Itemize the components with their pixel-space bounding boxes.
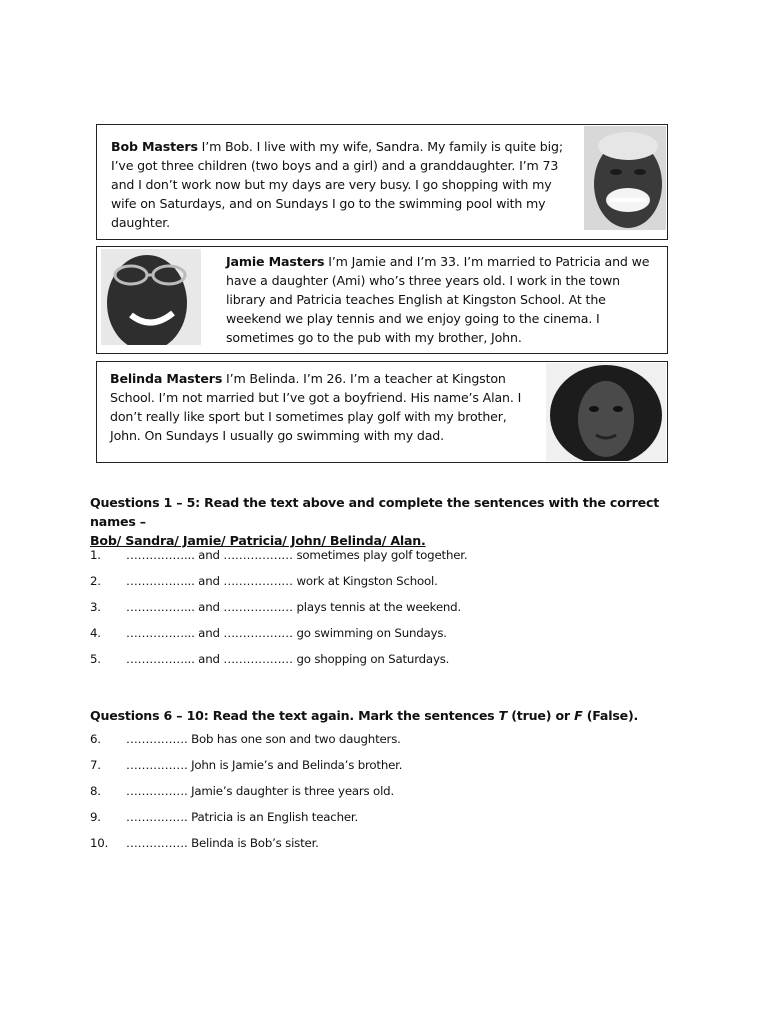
profile-box-bob (96, 124, 668, 240)
profile-name: Belinda Masters (110, 371, 223, 386)
questions-6-10-heading: Questions 6 – 10: Read the text again. Mark the sentences T (true) or F (False). (90, 708, 639, 723)
profile-text-jamie: Jamie Masters I’m Jamie and I’m 33. I’m married to Patricia and we have a daughter (Ami) who’s three years old. I work in the town library and Patricia teaches English at Kingston School. At the weekend we play tennis and we enjoy going to the cinema. I sometimes go to the pub with my brother, John. (226, 254, 650, 345)
profile-box-belinda (96, 361, 668, 463)
elderly-man-photo (584, 126, 666, 230)
questions-1-5-heading: Questions 1 – 5: Read the text above and complete the sentences with the correct names – Bob/ Sandra/ Jamie/ Patricia/ John/ Belinda/ Alan. (90, 493, 690, 550)
profile-text-bob: Bob Masters I’m Bob. I live with my wife, Sandra. My family is quite big; I’ve got three children (two boys and a girl) and a granddaughter. I’m 73 and I don’t work now but my days are very busy. I go shopping with my wife on Saturdays, and on Sundays I go to the swimming pool with my daughter. (111, 139, 563, 230)
profile-name: Bob Masters (111, 139, 198, 154)
man-with-glasses-photo (101, 249, 201, 345)
name-options: Bob/ Sandra/ Jamie/ Patricia/ John/ Belinda/ Alan. (90, 533, 426, 548)
profile-text-belinda: Belinda Masters I’m Belinda. I’m 26. I’m a teacher at Kingston School. I’m not married but I’ve got a boyfriend. His name’s Alan. I don’t really like sport but I sometimes play golf with my brother, John. On Sundays I usually go swimming with my dad. (110, 371, 522, 443)
woman-curly-hair-photo (546, 363, 666, 461)
profile-box-jamie (96, 246, 668, 354)
profile-name: Jamie Masters (226, 254, 325, 269)
